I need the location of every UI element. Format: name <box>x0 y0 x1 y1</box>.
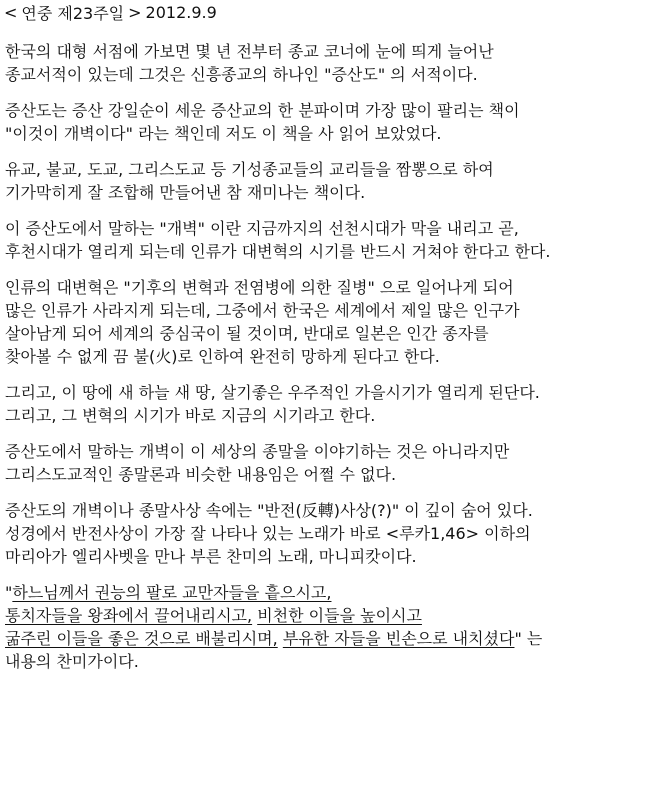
text-line: 한국의 대형 서점에 가보면 몇 년 전부터 종교 코너에 눈에 띄게 늘어난 <box>5 42 494 61</box>
text-line: 많은 인류가 사라지게 되는데, 그중에서 한국은 세계에서 제일 많은 인구가 <box>5 301 520 320</box>
text-line: 유교, 불교, 도교, 그리스도교 등 기성종교들의 교리들을 짬뽕으로 하여 <box>5 160 494 179</box>
text-line: 증산도는 증산 강일순이 세운 증산교의 한 분파이며 가장 많이 팔리는 책이 <box>5 101 520 120</box>
text-line: 살아남게 되어 세계의 중심국이 될 것이며, 반대로 일본은 인간 종자를 <box>5 324 489 343</box>
quote-line <box>5 581 665 604</box>
quote-close-text: " 는 <box>514 629 543 648</box>
quote-line <box>5 627 665 650</box>
post-date: 2012.9.9 <box>145 2 217 22</box>
post-header <box>4 0 217 24</box>
paragraph <box>5 158 665 204</box>
text-line: 마리아가 엘리사벳을 만나 부른 찬미의 노래, 마니피캇이다. <box>5 547 417 566</box>
post-title: 연중 제23주일 <box>21 3 125 23</box>
paragraph <box>5 276 665 368</box>
text-line: 찾아볼 수 없게 끔 불(火)로 인하여 완전히 망하게 된다고 한다. <box>5 347 440 366</box>
article-body <box>5 40 665 686</box>
paragraph <box>5 40 665 86</box>
underlined-phrase: 굶주린 이들을 좋은 것으로 배불리시며, <box>5 629 278 648</box>
text-line: 이 증산도에서 말하는 "개벽" 이란 지금까지의 선천시대가 막을 내리고 곧, <box>5 219 519 238</box>
underlined-phrase: 통치자들을 왕좌에서 끌어내리시고, <box>5 606 253 625</box>
underlined-phrase: 비천한 이들을 높이시고 <box>257 606 422 625</box>
paragraph <box>5 440 665 486</box>
text-line: 인류의 대변혁은 "기후의 변혁과 전염병에 의한 질병" 으로 일어나게 되어 <box>5 278 514 297</box>
quote-line <box>5 604 665 627</box>
text-line: 종교서적이 있는데 그것은 신흥종교의 하나인 "증산도" 의 서적이다. <box>5 65 478 84</box>
underlined-phrase: 부유한 자들을 빈손으로 내치셨다 <box>282 629 515 648</box>
paragraph <box>5 499 665 568</box>
text-line: 그리고, 그 변혁의 시기가 바로 지금의 시기라고 한다. <box>5 406 376 425</box>
text-line: 내용의 찬미가이다. <box>5 652 139 671</box>
title-separator: > <box>128 2 142 22</box>
magnificat-quote <box>5 581 665 673</box>
paragraph <box>5 381 665 427</box>
text-line: "이것이 개벽이다" 라는 책인데 저도 이 책을 사 읽어 보았었다. <box>5 124 442 143</box>
text-line: 그리스도교적인 종말론과 비슷한 내용임은 어쩔 수 없다. <box>5 465 397 484</box>
text-line: 증산도에서 말하는 개벽이 이 세상의 종말을 이야기하는 것은 아니라지만 <box>5 442 510 461</box>
underlined-phrase: 하느님께서 권능의 팔로 교만자들을 흩으시고, <box>12 583 332 602</box>
text-line: 그리고, 이 땅에 새 하늘 새 땅, 살기좋은 우주적인 가을시기가 열리게 된단다. <box>5 383 540 402</box>
text-line: 후천시대가 열리게 되는데 인류가 대변혁의 시기를 반드시 거쳐야 한다고 한다. <box>5 242 551 261</box>
paragraph <box>5 217 665 263</box>
quote-open-mark: " <box>5 583 13 602</box>
text-line: 증산도의 개벽이나 종말사상 속에는 "반전(反轉)사상(?)" 이 깊이 숨어 있다. <box>5 501 533 520</box>
paragraph <box>5 99 665 145</box>
text-line: 기가막히게 잘 조합해 만들어낸 참 재미나는 책이다. <box>5 183 366 202</box>
back-arrow-icon[interactable]: < <box>4 2 18 22</box>
text-line: 성경에서 반전사상이 가장 잘 나타나 있는 노래가 바로 <루카1,46> 이하의 <box>5 524 531 543</box>
